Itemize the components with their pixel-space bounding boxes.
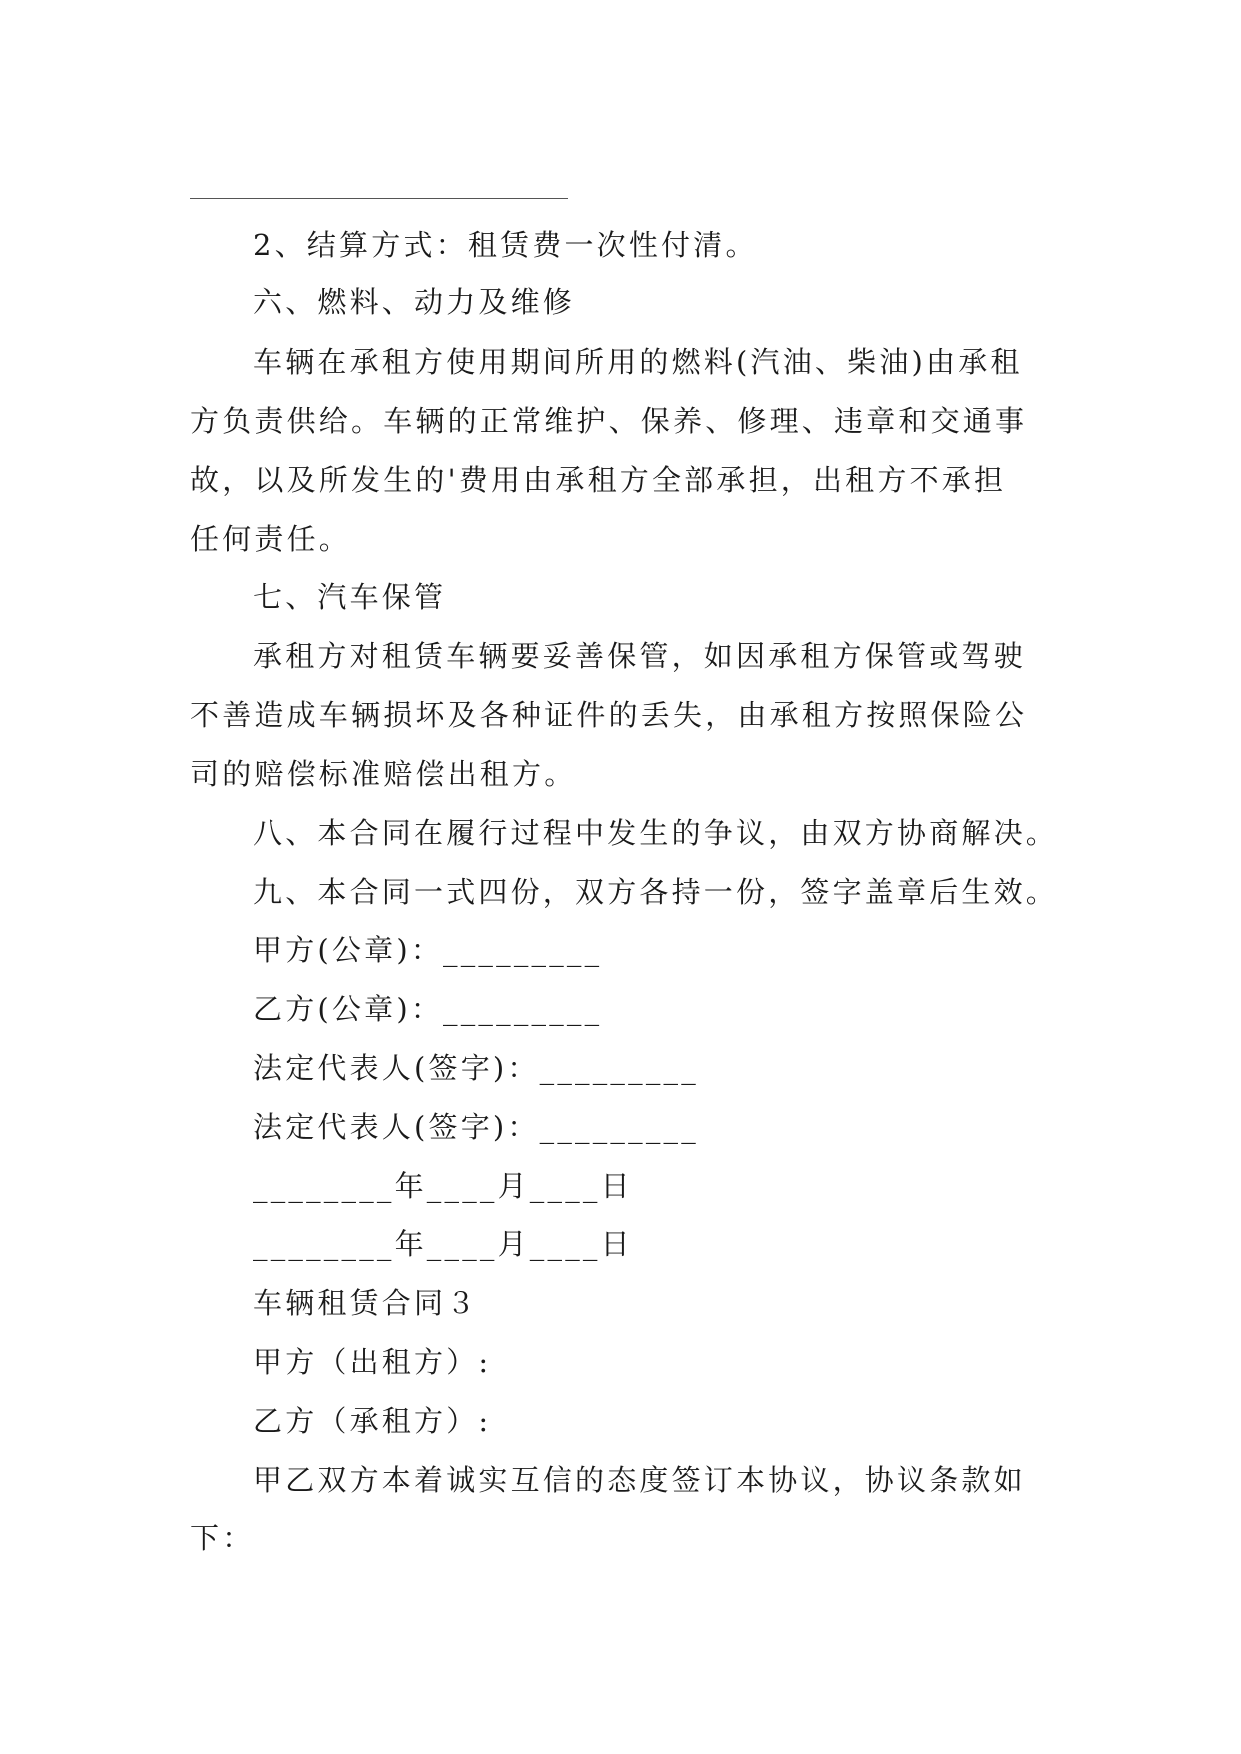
agreement-intro-line-2: 下： <box>190 1521 255 1555</box>
section-6-para-line-1: 车辆在承租方使用期间所用的燃料(汽油、柴油)由承租 <box>253 345 1023 379</box>
section-6-para-line-3: 故，以及所发生的'费用由承租方全部承担，出租方不承担 <box>190 463 1007 497</box>
party-a-lessor-line: 甲方（出租方）: <box>253 1345 492 1379</box>
contract-3-title: 车辆租赁合同３ <box>253 1286 479 1320</box>
section-8-line: 八、本合同在履行过程中发生的争议，由双方协商解决。 <box>253 816 1059 850</box>
section-6-para-line-2: 方负责供给。车辆的正常维护、保养、修理、违章和交通事 <box>190 404 1028 438</box>
section-7-para-line-2: 不善造成车辆损坏及各种证件的丢失，由承租方按照保险公 <box>190 698 1028 732</box>
date-line-2: ________年____月____日 <box>253 1227 633 1261</box>
section-7-heading: 七、汽车保管 <box>253 580 447 614</box>
date-line-1: ________年____月____日 <box>253 1169 633 1203</box>
section-7-para-line-3: 司的赔偿标准赔偿出租方。 <box>190 757 577 791</box>
settlement-method-line: 2、结算方式：租赁费一次性付清。 <box>253 228 758 262</box>
header-rule <box>190 198 568 199</box>
legal-rep-signature-line-1: 法定代表人(签字)：_________ <box>253 1051 699 1085</box>
section-6-para-line-4: 任何责任。 <box>190 522 352 556</box>
section-7-para-line-1: 承租方对租赁车辆要妥善保管，如因承租方保管或驾驶 <box>253 639 1026 673</box>
legal-rep-signature-line-2: 法定代表人(签字)：_________ <box>253 1110 699 1144</box>
section-6-heading: 六、燃料、动力及维修 <box>253 285 576 319</box>
agreement-intro-line-1: 甲乙双方本着诚实互信的态度签订本协议，协议条款如 <box>253 1463 1026 1497</box>
party-b-seal-line: 乙方(公章)：_________ <box>253 992 603 1026</box>
section-9-line: 九、本合同一式四份，双方各持一份，签字盖章后生效。 <box>253 875 1059 909</box>
party-a-seal-line: 甲方(公章)：_________ <box>253 933 603 967</box>
party-b-lessee-line: 乙方（承租方）: <box>253 1404 492 1438</box>
